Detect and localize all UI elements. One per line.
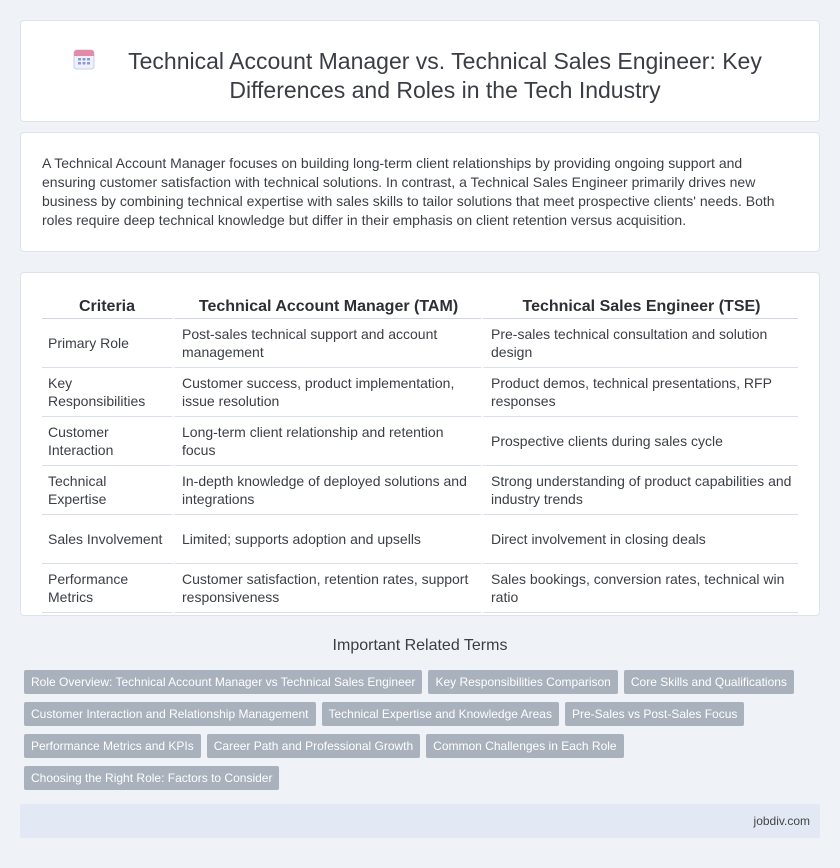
table-row — [42, 564, 798, 613]
related-term-link[interactable]: Performance Metrics and KPIs — [24, 734, 201, 758]
row-criteria: Key Responsibilities — [42, 368, 172, 417]
related-terms-heading: Important Related Terms — [332, 637, 508, 654]
row-tse: Pre-sales technical consultation and solution design — [481, 319, 798, 368]
row-criteria: Performance Metrics — [42, 564, 172, 613]
row-tam: Post-sales technical support and account management — [172, 319, 481, 368]
row-tam: Customer satisfaction, retention rates, support responsiveness — [172, 564, 481, 613]
related-terms-list — [24, 670, 814, 790]
row-tse: Prospective clients during sales cycle — [481, 417, 798, 466]
related-term-link[interactable]: Choosing the Right Role: Factors to Consider — [24, 766, 279, 790]
row-criteria: Customer Interaction — [42, 417, 172, 466]
row-tam: Long-term client relationship and retention focus — [172, 417, 481, 466]
related-term-link[interactable]: Core Skills and Qualifications — [624, 670, 794, 694]
intro-paragraph: A Technical Account Manager focuses on building long-term client relationships by providing ongoing support and ensuring customer satisfaction with technical solutions. In contrast, a Technical Sales Engineer primarily drives new business by combining technical expertise with sales skills to tailor solutions that meet prospective clients' needs. Both roles require deep technical knowledge but differ in their emphasis on client retention versus acquisition. — [42, 155, 775, 228]
comparison-table — [42, 296, 798, 613]
table-row — [42, 417, 798, 466]
table-row — [42, 515, 798, 564]
table-row — [42, 319, 798, 368]
related-term-link[interactable]: Role Overview: Technical Account Manager vs Technical Sales Engineer — [24, 670, 422, 694]
table-row — [42, 466, 798, 515]
related-term-link[interactable]: Pre-Sales vs Post-Sales Focus — [565, 702, 744, 726]
row-criteria: Sales Involvement — [42, 515, 172, 564]
row-tam: Limited; supports adoption and upsells — [172, 515, 481, 564]
header-criteria: Criteria — [42, 296, 172, 319]
footer-site-link[interactable]: jobdiv.com — [753, 814, 810, 828]
table-header-row — [42, 296, 798, 319]
comparison-card — [20, 272, 820, 616]
related-term-link[interactable]: Career Path and Professional Growth — [207, 734, 420, 758]
table-row — [42, 368, 798, 417]
row-tam: Customer success, product implementation, issue resolution — [172, 368, 481, 417]
page-title: Technical Account Manager vs. Technical Sales Engineer: Key Differences and Roles in the Tech Industry — [128, 48, 762, 103]
header-tam: Technical Account Manager (TAM) — [172, 296, 481, 319]
row-tse: Product demos, technical presentations, RFP responses — [481, 368, 798, 417]
title-card — [20, 20, 820, 122]
row-criteria: Primary Role — [42, 319, 172, 368]
header-tse: Technical Sales Engineer (TSE) — [481, 296, 798, 319]
row-tse: Strong understanding of product capabilities and industry trends — [481, 466, 798, 515]
row-tse: Sales bookings, conversion rates, technical win ratio — [481, 564, 798, 613]
related-term-link[interactable]: Common Challenges in Each Role — [426, 734, 623, 758]
row-tam: In-depth knowledge of deployed solutions and integrations — [172, 466, 481, 515]
related-term-link[interactable]: Technical Expertise and Knowledge Areas — [322, 702, 559, 726]
related-term-link[interactable]: Customer Interaction and Relationship Management — [24, 702, 316, 726]
related-term-link[interactable]: Key Responsibilities Comparison — [428, 670, 617, 694]
title-wrap — [81, 47, 779, 105]
row-tse: Direct involvement in closing deals — [481, 515, 798, 564]
row-criteria: Technical Expertise — [42, 466, 172, 515]
intro-card — [20, 132, 820, 252]
footer — [20, 804, 820, 838]
